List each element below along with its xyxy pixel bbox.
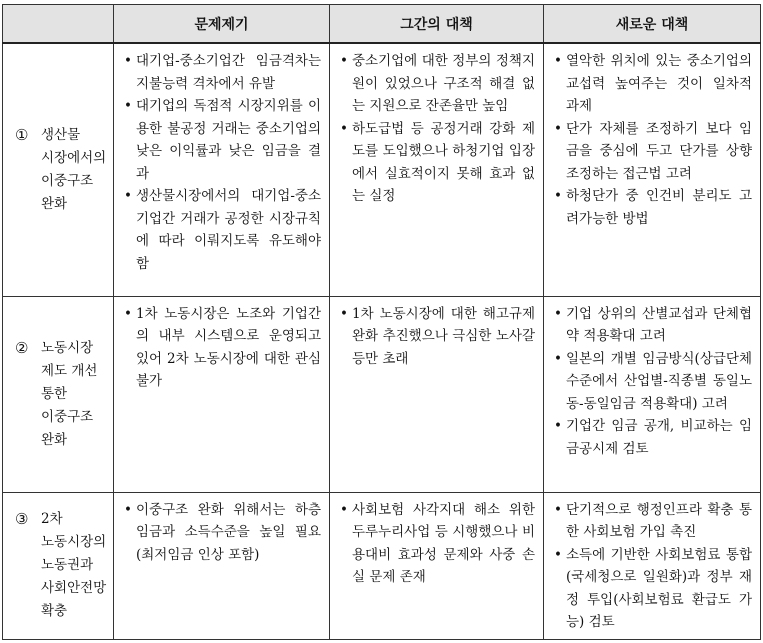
row-number: ③: [15, 510, 29, 528]
bullet-list: [114, 493, 329, 571]
table-row: [3, 296, 761, 492]
past-measures-cell: [330, 492, 544, 639]
row-label-line: 제도 개선: [41, 362, 98, 379]
bullet-list: [330, 297, 543, 375]
row-label-line: 사회안전망: [41, 580, 107, 596]
row-label-line: 확충: [41, 603, 68, 619]
bullet-item: • 생산물시장에서의 대기업-중소기업간 거래가 공정한 시장규칙에 따라 이뤄지도록 유도해야 함: [124, 185, 321, 275]
problem-cell: [114, 43, 330, 296]
past-measures-cell: [330, 43, 544, 296]
new-measures-cell: [544, 43, 761, 296]
bullet-item: • 사회보험 사각지대 해소 위한 두루누리사업 등 시행했으나 비용대비 효과성 문제와 사중 손실 문제 존재: [340, 499, 535, 589]
bullet-list: [544, 493, 760, 638]
row-label-line: 노동시장의: [41, 534, 107, 550]
bullet-list: [544, 44, 760, 234]
bullet-list: [114, 44, 329, 279]
row-label-line: 노동시장: [41, 339, 94, 356]
bullet-list: [330, 493, 543, 593]
header-new-measures: 새로운 대책: [544, 5, 761, 44]
bullet-item: • 중소기업에 대한 정부의 정책지원이 있었으나 구조적 해결 없는 지원으로 잔존율만 높임: [340, 50, 535, 118]
bullet-item: • 단가 자체를 조정하기 보다 임금을 중심에 두고 단가를 상향조정하는 접근법 고려: [554, 118, 752, 186]
problem-cell: [114, 296, 330, 492]
bullet-list: [330, 44, 543, 212]
bullet-item: • 소득에 기반한 사회보험료 통합(국세청으로 일원화)과 정부 재정 투입(사회보험료 환급도 가능) 검토: [554, 544, 752, 634]
bullet-item: • 하청단가 중 인건비 분리도 고려가능한 방법: [554, 185, 752, 230]
header-past-measures: 그간의 대책: [330, 5, 544, 44]
row-label-cell: [3, 492, 114, 639]
row-label-line: 노동권과: [41, 557, 94, 573]
header-problem: 문제제기: [114, 5, 330, 44]
row-label-line: 이중구조: [41, 408, 94, 425]
bullet-item: • 대기업-중소기업간 임금격차는 지불능력 격차에서 유발: [124, 50, 321, 95]
policy-table: [2, 4, 761, 640]
row-label-line: 시장에서의: [41, 149, 107, 166]
row-label-cell: [3, 43, 114, 296]
bullet-item: • 대기업의 독점적 시장지위를 이용한 불공정 거래는 중소기업의 낮은 이익률과 낮은 임금을 결과: [124, 95, 321, 185]
bullet-item: • 기업 상위의 산별교섭과 단체협약 적용확대 고려: [554, 303, 752, 348]
new-measures-cell: [544, 492, 761, 639]
past-measures-cell: [330, 296, 544, 492]
row-label-line: 2차: [41, 511, 63, 527]
row-label-line: 통한: [41, 385, 68, 402]
bullet-item: • 하도급법 등 공정거래 강화 제도를 도입했으나 하청기업 입장에서 실효적이지 못해 효과 없는 실정: [340, 118, 535, 208]
bullet-item: • 이중구조 완화 위해서는 하층 임금과 소득수준을 높일 필요(최저임금 인상 포함): [124, 499, 321, 567]
bullet-item: • 열악한 위치에 있는 중소기업의 교섭력 높여주는 것이 일차적 과제: [554, 50, 752, 118]
row-label-line: 완화: [41, 431, 68, 448]
bullet-item: • 단기적으로 행정인프라 확충 통한 사회보험 가입 촉진: [554, 499, 752, 544]
header-blank: [3, 5, 114, 44]
row-label-cell: [3, 296, 114, 492]
bullet-item: • 1차 노동시장에 대한 해고규제 완화 추진했으나 극심한 노사갈등만 초래: [340, 303, 535, 371]
header-row: [3, 5, 761, 44]
row-label-line: 생산물: [41, 126, 81, 143]
row-label-line: 완화: [41, 195, 68, 212]
table-row: [3, 492, 761, 639]
row-label-line: 이중구조: [41, 172, 94, 189]
row-number: ①: [15, 125, 29, 144]
bullet-list: [544, 297, 760, 465]
table-row: [3, 43, 761, 296]
bullet-item: • 일본의 개별 임금방식(상급단체 수준에서 산업별-직종별 동일노동-동일임금 적용확대) 고려: [554, 348, 752, 416]
bullet-list: [114, 297, 329, 397]
bullet-item: • 1차 노동시장은 노조와 기업간의 내부 시스템으로 운영되고 있어 2차 노동시장에 대한 관심 불가: [124, 303, 321, 393]
row-number: ②: [15, 338, 29, 357]
bullet-item: • 기업간 임금 공개, 비교하는 임금공시제 검토: [554, 415, 752, 460]
problem-cell: [114, 492, 330, 639]
new-measures-cell: [544, 296, 761, 492]
